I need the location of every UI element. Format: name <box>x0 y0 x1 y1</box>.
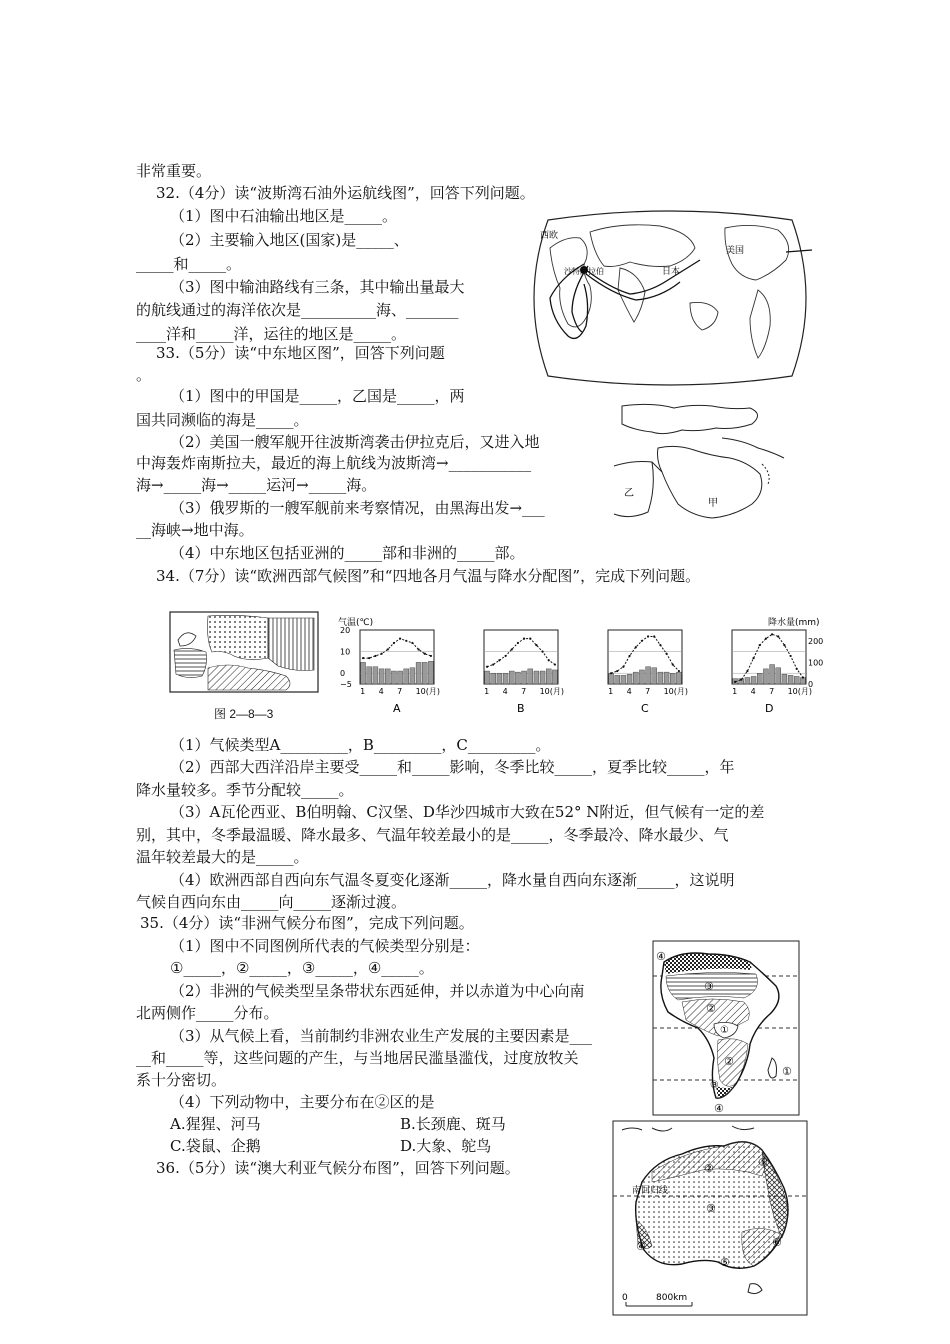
precip-tick-label: 100 <box>808 658 824 668</box>
precip-bar <box>670 673 675 684</box>
aus-marker-4: ④ <box>636 1240 646 1253</box>
africa-marker-3: ③ <box>704 980 714 993</box>
label-jia: 甲 <box>708 498 718 509</box>
temp-point <box>777 635 779 637</box>
africa-marker-2-south: ② <box>724 1055 734 1068</box>
temp-tick-label: 20 <box>340 626 351 635</box>
precip-bar <box>361 662 366 684</box>
label-yi: 乙 <box>624 488 634 499</box>
precip-bar <box>621 675 626 684</box>
text-line: （3）图中输油路线有三条，其中输出量最大 <box>170 278 465 296</box>
temp-point <box>424 653 426 655</box>
text-line: （4）中东地区包括亚洲的_____部和非洲的_____部。 <box>170 544 525 562</box>
temp-point <box>498 659 500 661</box>
temp-point <box>610 672 612 674</box>
precip-bar <box>497 673 502 684</box>
precip-bar <box>522 671 527 684</box>
text-line: （4）下列动物中，主要分布在②区的是 <box>170 1093 435 1111</box>
text-line: __和_____等，这些问题的产生，与当地居民滥垦滥伐，过度放牧关 <box>136 1049 579 1067</box>
text-line: 中海轰炸南斯拉夫，最近的海上航线为波斯湾→___________ <box>136 454 532 472</box>
temp-point <box>504 655 506 657</box>
temp-point <box>796 668 798 670</box>
temp-point <box>783 644 785 646</box>
precip-bar <box>770 665 775 684</box>
precip-bar <box>373 667 378 684</box>
month-tick-label: 7 <box>521 687 527 696</box>
chart-name: A <box>393 702 401 715</box>
aus-marker-6: ⑥ <box>772 1236 782 1249</box>
africa-marker-4-bottom: ④ <box>714 1102 724 1115</box>
temp-point <box>647 635 649 637</box>
gulf-oil-route-map <box>520 208 820 388</box>
text-line: （1）气候类型A_________，B_________，C_________。 <box>170 736 551 754</box>
temp-point <box>541 651 543 653</box>
temp-point <box>393 642 395 644</box>
africa-climate-map <box>652 940 800 1116</box>
text-line: 温年较差最大的是_____。 <box>136 848 309 866</box>
temp-point <box>653 635 655 637</box>
africa-marker-1-east: ① <box>782 1065 792 1078</box>
precip-bar <box>528 669 533 684</box>
temp-point <box>635 646 637 648</box>
africa-marker-3-south: ③ <box>710 1080 719 1091</box>
precip-bar <box>788 675 793 684</box>
precip-bar <box>757 673 762 684</box>
text-line: ____洋和_____洋，运往的地区是_____。 <box>136 325 407 343</box>
option-d: D.大象、鸵鸟 <box>400 1137 492 1155</box>
temp-point <box>374 655 376 657</box>
temp-point <box>672 663 674 665</box>
text-line: 的航线通过的海洋依次是__________海、_______ <box>136 301 459 319</box>
precip-bar <box>609 673 614 684</box>
text-line: ①_____，②_____，③_____，④_____。 <box>170 959 434 977</box>
precip-bar <box>391 671 396 684</box>
month-tick-label: 4 <box>750 687 756 696</box>
question-34-title: 34.（7分）读“欧洲西部气候图”和“四地各月气温与降水分配图”，完成下列问题。 <box>156 567 701 585</box>
west-europe-climate-map <box>168 610 320 700</box>
question-35-title: 35.（4分）读“非洲气候分布图”，完成下列问题。 <box>140 914 474 932</box>
month-tick-label: 4 <box>626 687 632 696</box>
text-line: 海→_____海→_____运河→_____海。 <box>136 476 377 494</box>
temp-point <box>430 655 432 657</box>
temp-tick-label: −5 <box>340 680 352 689</box>
text-line: 北两侧作_____分布。 <box>136 1004 279 1022</box>
temp-point <box>523 638 525 640</box>
chart-name: B <box>517 702 525 715</box>
text-line: （2）西部大西洋沿岸主要受_____和_____影响，冬季比较_____，夏季比较_____，年 <box>170 758 735 776</box>
scale-zero: 0 <box>622 1293 628 1303</box>
africa-marker-1: ① <box>720 1025 729 1036</box>
temp-tick-labels <box>340 626 352 689</box>
precip-bar <box>794 676 799 684</box>
aus-marker-1: ① <box>758 1156 768 1169</box>
temp-point <box>789 655 791 657</box>
precip-bar <box>509 671 514 684</box>
text-line: 国共同濒临的海是_____。 <box>136 411 309 429</box>
temp-point <box>486 666 488 668</box>
precip-bar <box>410 668 415 684</box>
precip-bar <box>491 673 496 684</box>
text-line: 。 <box>136 366 152 384</box>
precip-bar <box>639 670 644 684</box>
month-tick-label: 7 <box>645 687 651 696</box>
temp-point <box>362 657 364 659</box>
temp-point <box>734 681 736 683</box>
month-tick-label: 4 <box>502 687 508 696</box>
temp-tick-label: 0 <box>340 669 346 679</box>
temp-point <box>511 648 513 650</box>
temp-point <box>616 670 618 672</box>
month-tick-label: 10(月) <box>663 687 689 696</box>
temp-point <box>746 670 748 672</box>
text-line: _____和_____。 <box>136 255 242 273</box>
month-tick-label: 1 <box>360 687 366 696</box>
temp-point <box>405 640 407 642</box>
precip-bar <box>485 671 490 684</box>
precip-bar <box>552 670 557 684</box>
precip-bar <box>652 668 657 684</box>
temp-point <box>387 648 389 650</box>
precip-bar <box>664 672 669 684</box>
month-tick-label: 10(月) <box>787 687 813 696</box>
month-tick-label: 10(月) <box>539 687 565 696</box>
iran-coast <box>722 438 784 458</box>
label-west-europe: 西欧 <box>540 231 559 241</box>
option-a: A.猩猩、河马 <box>170 1115 261 1133</box>
precip-bar <box>782 674 787 684</box>
label-saudi: 沙特阿拉伯 <box>564 267 604 276</box>
month-tick-label: 4 <box>378 687 384 696</box>
temp-point <box>665 653 667 655</box>
text-line: （3）A瓦伦西亚、B伯明翰、C汉堡、D华沙四城市大致在52° N附近，但气候有一定的差 <box>170 803 765 821</box>
temp-point <box>380 653 382 655</box>
text-line: （2）主要输入地区(国家)是_____、 <box>170 231 409 249</box>
temp-point <box>628 655 630 657</box>
month-tick-label: 1 <box>732 687 738 696</box>
month-tick-label: 7 <box>769 687 775 696</box>
precip-bar <box>763 669 768 684</box>
precip-bar <box>385 669 390 684</box>
middle-east-map <box>612 400 802 525</box>
question-32-title: 32.（4分）读“波斯湾石油外运航线图”，回答下列问题。 <box>156 184 535 202</box>
australia-climate-map <box>612 1120 808 1316</box>
text-line: 气候自西向东由_____向_____逐渐过渡。 <box>136 893 407 911</box>
precip-bar <box>428 661 433 684</box>
precip-bar <box>379 669 384 684</box>
precip-bar <box>546 669 551 684</box>
temp-point <box>368 657 370 659</box>
scale-km: 800km <box>656 1293 688 1303</box>
text-line: （1）图中石油输出地区是_____。 <box>170 207 398 225</box>
precip-bar <box>633 672 638 684</box>
chart-name: C <box>641 702 649 715</box>
precip-bar <box>658 672 663 684</box>
temp-point <box>399 638 401 640</box>
precip-bar <box>515 672 520 684</box>
temp-point <box>529 638 531 640</box>
temp-point <box>411 642 413 644</box>
africa-marker-4-top: ④ <box>656 950 666 963</box>
question-36-title: 36.（5分）读“澳大利亚气候分布图”，回答下列问题。 <box>156 1159 520 1177</box>
chart-frame <box>732 630 806 684</box>
precip-bar <box>745 678 750 684</box>
temp-axis-label: 气温(℃) <box>338 618 374 628</box>
temp-point <box>535 644 537 646</box>
text-line: （3）俄罗斯的一艘军舰前来考察情况，由黑海出发→___ <box>170 499 545 517</box>
temp-point <box>622 666 624 668</box>
precip-bar <box>416 662 421 684</box>
precip-tick-labels <box>808 637 823 689</box>
temp-point <box>659 644 661 646</box>
aus-marker-5: ⑤ <box>720 1256 730 1269</box>
climate-chart-D <box>732 630 812 715</box>
precip-bar <box>751 676 756 684</box>
precip-bar <box>534 671 539 684</box>
precip-bar <box>676 672 681 684</box>
climate-chart-A <box>360 630 440 715</box>
text-line: （2）非洲的气候类型呈条带状东西延伸，并以赤道为中心向南 <box>170 982 585 1000</box>
precip-bar <box>540 671 545 684</box>
precip-axis-label: 降水量(mm) <box>768 618 820 628</box>
tropic-label: 南回归线 <box>632 1186 669 1196</box>
chart-name: D <box>765 702 774 715</box>
precip-bar <box>367 667 372 684</box>
temp-point <box>765 638 767 640</box>
temp-point <box>752 657 754 659</box>
temp-tick-label: 10 <box>340 647 351 657</box>
africa-marker-2: ② <box>706 1002 716 1015</box>
precip-bar <box>615 675 620 684</box>
four-city-climate-charts <box>336 612 824 720</box>
temp-point <box>771 633 773 635</box>
temp-point <box>759 644 761 646</box>
precip-bar <box>776 668 781 684</box>
temp-point <box>517 642 519 644</box>
month-tick-label: 1 <box>484 687 490 696</box>
text-line: （1）图中的甲国是_____，乙国是_____，两 <box>170 387 465 405</box>
text-line: （4）欧洲西部自西向东气温冬夏变化逐渐_____，降水量自西向东逐渐_____，这说明 <box>170 871 735 889</box>
temp-point <box>554 663 556 665</box>
month-tick-label: 7 <box>397 687 403 696</box>
europe-map-caption: 图 2—8—3 <box>214 707 274 721</box>
temp-point <box>740 679 742 681</box>
temp-point <box>802 676 804 678</box>
text-line: __海峡→地中海。 <box>136 521 254 539</box>
temp-point <box>678 670 680 672</box>
option-b: B.长颈鹿、斑马 <box>400 1115 506 1133</box>
temp-point <box>492 663 494 665</box>
precip-bar <box>404 669 409 684</box>
northern-coast <box>622 404 758 433</box>
climate-chart-B <box>484 630 564 715</box>
text-line: 非常重要。 <box>136 162 212 180</box>
text-line: （1）图中不同图例所代表的气候类型分别是： <box>170 937 480 955</box>
precip-bar <box>627 674 632 684</box>
precip-bar <box>422 662 427 684</box>
text-line: （3）从气候上看，当前制约非洲农业生产发展的主要因素是___ <box>170 1027 593 1045</box>
text-line: 降水量较多。季节分配较_____。 <box>136 781 354 799</box>
temp-point <box>548 659 550 661</box>
precip-tick-label: 0 <box>808 680 814 689</box>
temp-point <box>641 640 643 642</box>
question-33-title: 33.（5分）读“中东地区图”，回答下列问题 <box>156 344 445 362</box>
precip-bar <box>503 673 508 684</box>
climate-chart-C <box>608 630 688 715</box>
aus-marker-2: ② <box>704 1162 714 1175</box>
aus-marker-3: ③ <box>706 1202 716 1215</box>
text-line: （2）美国一艘军舰开往波斯湾袭击伊拉克后，又进入地 <box>170 433 540 451</box>
precip-tick-label: 200 <box>808 636 824 646</box>
label-usa: 美国 <box>726 246 745 256</box>
precip-bar <box>398 671 403 684</box>
precip-bar <box>646 667 651 684</box>
label-japan: 日本 <box>662 267 681 277</box>
month-tick-label: 10(月) <box>415 687 441 696</box>
month-tick-label: 1 <box>608 687 614 696</box>
option-c: C.袋鼠、企鹅 <box>170 1137 261 1155</box>
text-line: 系十分密切。 <box>136 1071 227 1089</box>
text-line: 别，其中，冬季最温暖、降水最多、气温年较差最小的是_____，冬季最冷、降水最少、气 <box>136 826 729 844</box>
temp-point <box>417 648 419 650</box>
